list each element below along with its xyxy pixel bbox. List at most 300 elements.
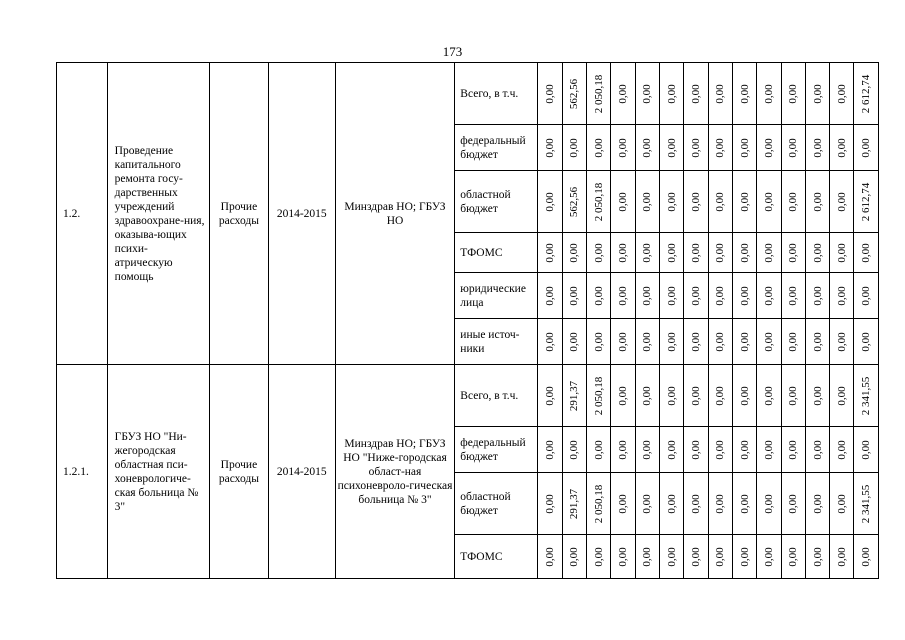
amount-value: 0,00 — [762, 439, 775, 460]
funding-source: юридические лица — [455, 273, 538, 319]
amount-value: 0,00 — [860, 137, 873, 158]
funding-source: Всего, в т.ч. — [455, 365, 538, 427]
amount-value: 0,00 — [544, 385, 557, 406]
amount-value: 0,00 — [762, 285, 775, 306]
amount-value: 0,00 — [835, 83, 848, 104]
amount-cell — [781, 273, 805, 319]
amount-value: 0,00 — [835, 191, 848, 212]
amount-value: 0,00 — [641, 285, 654, 306]
amount-cell — [708, 273, 732, 319]
amount-value: 0,00 — [544, 242, 557, 263]
amount-cell — [854, 125, 879, 171]
amount-value: 0,00 — [835, 285, 848, 306]
amount-cell — [854, 171, 879, 233]
amount-cell — [611, 273, 635, 319]
amount-value: 0,00 — [738, 137, 751, 158]
amount-value: 0,00 — [665, 546, 678, 567]
amount-cell — [854, 63, 879, 125]
amount-cell — [587, 365, 611, 427]
amount-value: 0,00 — [787, 385, 800, 406]
amount-value: 291,37 — [568, 380, 581, 411]
amount-value: 0,00 — [835, 242, 848, 263]
amount-cell — [659, 319, 683, 365]
amount-value: 2 341,55 — [860, 484, 873, 523]
amount-value: 562,56 — [568, 186, 581, 217]
amount-value: 0,00 — [641, 385, 654, 406]
amount-value: 0,00 — [592, 546, 605, 567]
amount-cell — [732, 427, 756, 473]
amount-cell — [538, 273, 562, 319]
amount-value: 0,00 — [665, 331, 678, 352]
amount-value: 0,00 — [544, 546, 557, 567]
amount-cell — [611, 63, 635, 125]
amount-cell — [708, 427, 732, 473]
amount-value: 0,00 — [860, 242, 873, 263]
amount-value: 0,00 — [544, 137, 557, 158]
amount-cell — [757, 171, 781, 233]
amount-cell — [708, 535, 732, 579]
amount-value: 0,00 — [689, 83, 702, 104]
amount-cell — [635, 233, 659, 273]
amount-cell — [538, 319, 562, 365]
amount-cell — [635, 171, 659, 233]
amount-cell — [635, 319, 659, 365]
amount-cell — [611, 319, 635, 365]
item-name: Проведение капитального ремонта госу-дарственных учреждений здравоохране-ния, оказыва-ющих психи-атрическую помощь — [107, 63, 209, 365]
amount-cell — [757, 233, 781, 273]
amount-value: 0,00 — [835, 493, 848, 514]
amount-cell — [757, 427, 781, 473]
amount-cell — [732, 319, 756, 365]
amount-value: 0,00 — [811, 331, 824, 352]
amount-cell — [684, 233, 708, 273]
amount-cell — [781, 427, 805, 473]
amount-cell — [732, 365, 756, 427]
amount-cell — [805, 427, 829, 473]
amount-value: 0,00 — [811, 242, 824, 263]
amount-cell — [635, 273, 659, 319]
amount-cell — [708, 473, 732, 535]
amount-value: 0,00 — [738, 385, 751, 406]
amount-value: 0,00 — [787, 83, 800, 104]
amount-cell — [587, 171, 611, 233]
amount-cell — [830, 273, 854, 319]
amount-cell — [757, 125, 781, 171]
amount-cell — [635, 473, 659, 535]
amount-cell — [830, 171, 854, 233]
amount-cell — [538, 171, 562, 233]
amount-value: 0,00 — [544, 439, 557, 460]
amount-value: 0,00 — [762, 331, 775, 352]
amount-value: 0,00 — [762, 385, 775, 406]
amount-value: 0,00 — [689, 137, 702, 158]
amount-cell — [611, 125, 635, 171]
amount-cell — [562, 365, 586, 427]
budget-table — [56, 62, 879, 579]
amount-cell — [611, 427, 635, 473]
amount-value: 0,00 — [811, 493, 824, 514]
amount-value: 0,00 — [787, 242, 800, 263]
amount-cell — [757, 535, 781, 579]
amount-value: 0,00 — [617, 546, 629, 567]
amount-value: 2 341,55 — [860, 376, 873, 415]
item-name: ГБУЗ НО "Ни-жегородская областная пси-хоневрологиче-ская больница № 3" — [107, 365, 209, 579]
funding-source: ТФОМС — [455, 535, 538, 579]
amount-cell — [684, 171, 708, 233]
amount-cell — [538, 473, 562, 535]
amount-cell — [611, 233, 635, 273]
amount-cell — [587, 63, 611, 125]
amount-value: 0,00 — [811, 285, 824, 306]
funding-source: федеральный бюджет — [455, 427, 538, 473]
amount-value: 0,00 — [592, 439, 605, 460]
amount-value: 0,00 — [762, 191, 775, 212]
amount-cell — [659, 535, 683, 579]
amount-value: 0,00 — [689, 242, 702, 263]
amount-cell — [757, 63, 781, 125]
amount-value: 0,00 — [641, 137, 654, 158]
amount-value: 0,00 — [787, 493, 800, 514]
amount-cell — [587, 125, 611, 171]
amount-cell — [611, 171, 635, 233]
funding-source: Всего, в т.ч. — [455, 63, 538, 125]
amount-value: 0,00 — [689, 331, 702, 352]
amount-value: 0,00 — [641, 83, 654, 104]
amount-cell — [830, 365, 854, 427]
amount-value: 0,00 — [811, 546, 824, 567]
amount-value: 0,00 — [617, 242, 629, 263]
amount-value: 0,00 — [762, 493, 775, 514]
amount-value: 0,00 — [617, 439, 629, 460]
amount-cell — [538, 365, 562, 427]
amount-cell — [854, 365, 879, 427]
funding-source: ТФОМС — [455, 233, 538, 273]
amount-cell — [854, 473, 879, 535]
amount-value: 0,00 — [665, 285, 678, 306]
amount-value: 0,00 — [787, 439, 800, 460]
amount-value: 0,00 — [738, 493, 751, 514]
amount-cell — [659, 125, 683, 171]
amount-value: 0,00 — [689, 285, 702, 306]
amount-value: 0,00 — [689, 546, 702, 567]
amount-value: 0,00 — [568, 331, 581, 352]
executor: Минздрав НО; ГБУЗ НО — [335, 63, 455, 365]
amount-cell — [805, 473, 829, 535]
amount-cell — [854, 535, 879, 579]
amount-value: 0,00 — [835, 546, 848, 567]
amount-value: 0,00 — [762, 83, 775, 104]
amount-value: 0,00 — [665, 137, 678, 158]
executor: Минздрав НО; ГБУЗ НО "Ниже-городская област-ная психоневроло-гическая больница № 3" — [335, 365, 455, 579]
amount-value: 0,00 — [714, 331, 727, 352]
amount-value: 0,00 — [665, 191, 678, 212]
amount-cell — [684, 535, 708, 579]
amount-value: 0,00 — [835, 331, 848, 352]
amount-value: 2 612,74 — [860, 74, 873, 113]
amount-value: 0,00 — [544, 331, 557, 352]
amount-cell — [805, 273, 829, 319]
amount-cell — [732, 535, 756, 579]
amount-cell — [611, 535, 635, 579]
amount-value: 0,00 — [568, 546, 581, 567]
amount-cell — [538, 233, 562, 273]
amount-cell — [587, 535, 611, 579]
amount-value: 0,00 — [811, 385, 824, 406]
amount-value: 0,00 — [738, 191, 751, 212]
amount-value: 0,00 — [787, 546, 800, 567]
amount-cell — [781, 171, 805, 233]
amount-value: 0,00 — [568, 137, 581, 158]
amount-cell — [587, 273, 611, 319]
amount-value: 0,00 — [544, 191, 557, 212]
amount-cell — [805, 365, 829, 427]
amount-cell — [708, 319, 732, 365]
amount-value: 0,00 — [714, 493, 727, 514]
amount-value: 0,00 — [689, 493, 702, 514]
amount-cell — [805, 233, 829, 273]
amount-cell — [562, 535, 586, 579]
amount-cell — [562, 63, 586, 125]
amount-value: 2 050,18 — [592, 74, 605, 113]
amount-value: 0,00 — [617, 83, 629, 104]
amount-cell — [732, 63, 756, 125]
amount-value: 0,00 — [860, 331, 873, 352]
amount-cell — [611, 365, 635, 427]
funding-source: областной бюджет — [455, 171, 538, 233]
amount-cell — [830, 125, 854, 171]
amount-value: 0,00 — [835, 137, 848, 158]
expense-type: Прочие расходы — [210, 365, 269, 579]
amount-cell — [538, 63, 562, 125]
amount-cell — [659, 427, 683, 473]
amount-value: 2 612,74 — [860, 182, 873, 221]
amount-cell — [708, 125, 732, 171]
amount-value: 0,00 — [689, 439, 702, 460]
amount-cell — [684, 125, 708, 171]
amount-value: 2 050,18 — [592, 182, 605, 221]
amount-cell — [805, 125, 829, 171]
amount-value: 0,00 — [787, 191, 800, 212]
amount-value: 0,00 — [738, 285, 751, 306]
amount-value: 0,00 — [714, 546, 727, 567]
amount-value: 0,00 — [738, 546, 751, 567]
amount-value: 0,00 — [617, 137, 629, 158]
amount-cell — [830, 63, 854, 125]
amount-cell — [562, 233, 586, 273]
amount-value: 0,00 — [689, 385, 702, 406]
amount-cell — [684, 427, 708, 473]
amount-value: 0,00 — [738, 242, 751, 263]
amount-value: 0,00 — [665, 83, 678, 104]
amount-cell — [781, 233, 805, 273]
amount-value: 0,00 — [714, 242, 727, 263]
amount-cell — [830, 427, 854, 473]
amount-cell — [562, 319, 586, 365]
amount-cell — [757, 473, 781, 535]
amount-value: 0,00 — [835, 439, 848, 460]
amount-cell — [805, 319, 829, 365]
expense-type: Прочие расходы — [210, 63, 269, 365]
amount-value: 0,00 — [544, 493, 557, 514]
amount-value: 0,00 — [738, 83, 751, 104]
amount-value: 0,00 — [714, 83, 727, 104]
amount-value: 0,00 — [568, 242, 581, 263]
funding-source: федеральный бюджет — [455, 125, 538, 171]
amount-cell — [635, 63, 659, 125]
amount-cell — [538, 427, 562, 473]
amount-cell — [781, 319, 805, 365]
amount-cell — [659, 273, 683, 319]
amount-value: 0,00 — [665, 493, 678, 514]
amount-value: 0,00 — [568, 439, 581, 460]
amount-value: 0,00 — [641, 191, 654, 212]
page-number: 173 — [442, 44, 463, 59]
amount-cell — [635, 365, 659, 427]
amount-cell — [854, 427, 879, 473]
amount-cell — [854, 273, 879, 319]
amount-cell — [562, 273, 586, 319]
amount-value: 0,00 — [592, 285, 605, 306]
amount-cell — [684, 273, 708, 319]
amount-value: 0,00 — [689, 191, 702, 212]
period: 2014-2015 — [268, 365, 335, 579]
amount-value: 0,00 — [835, 385, 848, 406]
amount-value: 0,00 — [714, 285, 727, 306]
amount-value: 0,00 — [762, 546, 775, 567]
amount-value: 0,00 — [641, 546, 654, 567]
amount-cell — [805, 171, 829, 233]
amount-cell — [684, 473, 708, 535]
amount-value: 0,00 — [592, 242, 605, 263]
amount-value: 0,00 — [641, 439, 654, 460]
amount-value: 0,00 — [617, 331, 629, 352]
amount-value: 0,00 — [665, 439, 678, 460]
amount-cell — [659, 365, 683, 427]
amount-value: 0,00 — [860, 285, 873, 306]
amount-value: 0,00 — [641, 493, 654, 514]
amount-cell — [587, 233, 611, 273]
amount-cell — [684, 63, 708, 125]
amount-cell — [732, 473, 756, 535]
amount-value: 0,00 — [544, 83, 557, 104]
amount-cell — [757, 273, 781, 319]
table-row — [57, 365, 879, 427]
amount-cell — [805, 535, 829, 579]
amount-value: 0,00 — [617, 493, 629, 514]
amount-value: 0,00 — [617, 385, 629, 406]
amount-cell — [830, 473, 854, 535]
amount-cell — [757, 319, 781, 365]
amount-cell — [708, 171, 732, 233]
amount-value: 0,00 — [544, 285, 557, 306]
amount-cell — [708, 63, 732, 125]
amount-value: 0,00 — [592, 137, 605, 158]
item-number: 1.2. — [57, 63, 108, 365]
funding-source: иные источ-ники — [455, 319, 538, 365]
amount-cell — [732, 125, 756, 171]
amount-cell — [538, 125, 562, 171]
table-row — [57, 63, 879, 125]
amount-cell — [830, 233, 854, 273]
amount-cell — [732, 273, 756, 319]
amount-value: 562,56 — [568, 78, 581, 109]
amount-value: 0,00 — [617, 191, 629, 212]
amount-value: 0,00 — [641, 331, 654, 352]
amount-value: 0,00 — [714, 385, 727, 406]
amount-cell — [587, 473, 611, 535]
amount-value: 0,00 — [762, 137, 775, 158]
amount-value: 0,00 — [738, 331, 751, 352]
amount-value: 0,00 — [568, 285, 581, 306]
amount-cell — [854, 233, 879, 273]
funding-source: областной бюджет — [455, 473, 538, 535]
amount-value: 0,00 — [665, 242, 678, 263]
amount-cell — [659, 171, 683, 233]
item-number: 1.2.1. — [57, 365, 108, 579]
amount-cell — [781, 63, 805, 125]
amount-cell — [854, 319, 879, 365]
amount-value: 0,00 — [787, 331, 800, 352]
amount-cell — [587, 319, 611, 365]
amount-value: 0,00 — [714, 191, 727, 212]
amount-cell — [805, 63, 829, 125]
amount-cell — [732, 233, 756, 273]
amount-cell — [732, 171, 756, 233]
amount-cell — [781, 125, 805, 171]
amount-cell — [659, 233, 683, 273]
amount-cell — [562, 427, 586, 473]
amount-value: 0,00 — [714, 439, 727, 460]
amount-value: 0,00 — [811, 191, 824, 212]
amount-cell — [757, 365, 781, 427]
amount-cell — [635, 427, 659, 473]
amount-value: 0,00 — [811, 439, 824, 460]
amount-cell — [587, 427, 611, 473]
amount-value: 291,37 — [568, 488, 581, 519]
amount-value: 0,00 — [665, 385, 678, 406]
amount-cell — [708, 365, 732, 427]
amount-cell — [635, 535, 659, 579]
amount-cell — [781, 535, 805, 579]
period: 2014-2015 — [268, 63, 335, 365]
amount-cell — [659, 473, 683, 535]
amount-cell — [684, 365, 708, 427]
amount-value: 0,00 — [811, 137, 824, 158]
amount-value: 0,00 — [592, 331, 605, 352]
amount-value: 0,00 — [617, 285, 629, 306]
amount-cell — [830, 319, 854, 365]
amount-value: 0,00 — [787, 137, 800, 158]
amount-cell — [562, 171, 586, 233]
amount-value: 2 050,18 — [592, 376, 605, 415]
amount-value: 0,00 — [714, 137, 727, 158]
amount-cell — [562, 473, 586, 535]
amount-value: 2 050,18 — [592, 484, 605, 523]
amount-cell — [781, 365, 805, 427]
amount-cell — [635, 125, 659, 171]
amount-value: 0,00 — [860, 439, 873, 460]
amount-cell — [708, 233, 732, 273]
amount-value: 0,00 — [787, 285, 800, 306]
amount-value: 0,00 — [738, 439, 751, 460]
amount-cell — [562, 125, 586, 171]
amount-cell — [611, 473, 635, 535]
amount-value: 0,00 — [860, 546, 873, 567]
amount-cell — [684, 319, 708, 365]
amount-value: 0,00 — [762, 242, 775, 263]
amount-value: 0,00 — [811, 83, 824, 104]
amount-cell — [830, 535, 854, 579]
